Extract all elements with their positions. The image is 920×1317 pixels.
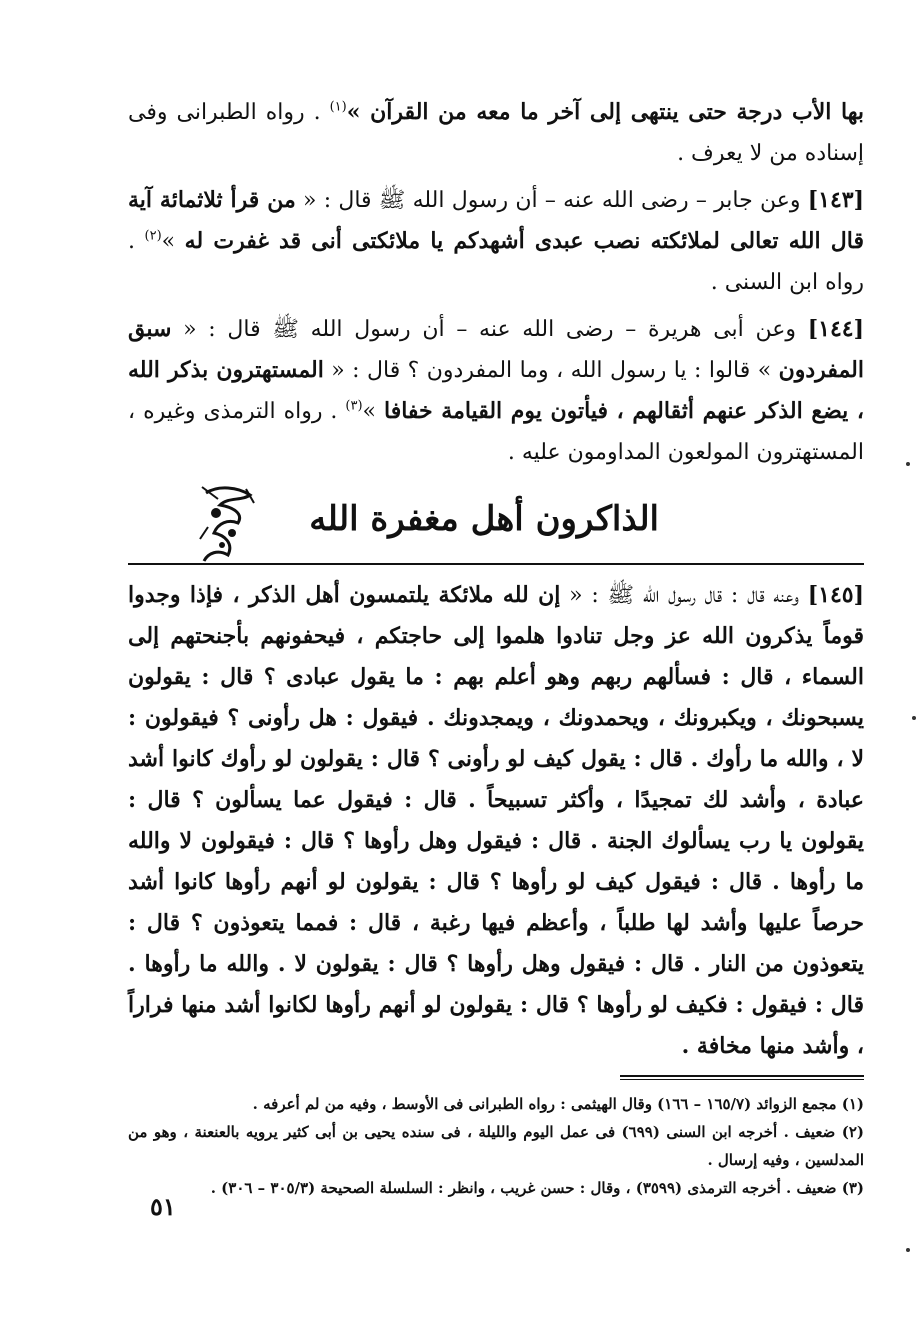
footnote-ref: (١) [329,99,347,115]
hadith-text: المستهترون بذكر الله ، يضع الذكر عنهم أثقالهم ، فيأتون يوم القيامة خفافا [128,357,864,424]
footnote-3: (٣) ضعيف . أخرجه الترمذى (٣٥٩٩) ، وقال : حسن غريب ، وانظر : السلسلة الصحيحة (٣٠٥/٣ – ٣٠٦) . [210,1179,864,1197]
narration-text: وعن جابر – رضى الله عنه – أن رسول الله ﷺ قال : « [303,188,801,213]
hadith-143 [128,180,864,303]
hadith-144 [128,309,864,473]
scan-speck [906,462,910,466]
narration-text: . رواه الطبرانى وفى إسناده من لا يعرف . [128,100,864,166]
heading-title: الذاكرون أهل مغفرة الله [309,499,659,539]
section-heading [128,477,864,569]
hadith-number: [١٤٣] [807,187,864,213]
ornament-icon [198,483,258,563]
hadith-number: [١٤٤] [807,316,864,342]
page-body [128,92,864,1202]
footnote-2: (٢) ضعيف . أخرجه ابن السنى (٦٩٩) فى عمل اليوم والليلة ، فى سنده يحيى بن أبى كثير يرويه بالعنعنة ، وهو من المدلسين ، وفيه إرسال . [128,1123,865,1169]
hadith-text: من قرأ ثلاثمائة آية قال الله تعالى لملائكته نصب عبدى أشهدكم يا ملائكتى أنى قد غفرت له [128,187,864,254]
hadith-145 [128,575,864,1067]
footnote-ref: (٢) [144,228,162,244]
hadith-text: إن لله ملائكة يلتمسون أهل الذكر ، فإذا وجدوا قوماً يذكرون الله عز وجل تنادوا هلموا إلى حاجتكم ، فيحفونهم بأجنحتهم إلى السماء ، قال : فسألهم ربهم وهو أعلم بهم : ما يقول عبادى ؟ قال : يقولون يسبحونك ، ويكبرونك ، ويحمدونك ، ويمجدونك . فيقول : هل رأونى ؟ فيقولون : لا ، والله ما رأوك . قال : يقول كيف لو رأونى ؟ قال : يقولون لو رأوك كانوا أشد عبادة ، وأشد لك تمجيدًا ، وأكثر تسبيحاً . قال : فيقول عما يسألون ؟ قال : يقولون يا رب يسألوك الجنة . قال : فيقول وهل رأوها ؟ قال : فيقولون لا والله ما رأوها . قال : فيقول كيف لو رأوها ؟ قال : يقولون لو أنهم رأوها كانوا أشد حرصاً عليها وأشد لها طلباً ، وأعظم فيها رغبة ، قال : فمما يتعوذون ؟ قال : يتعوذون من النار . قال : فيقول وهل رأوها ؟ قال : يقولون لا . والله ما رأوها . قال : فيقول : فكيف لو رأوها ؟ قال : يقولون لو أنهم رأوها لكانوا أشد منها فراراً ، وأشد منها مخافة . [128,582,864,1059]
quote-close: » [362,399,377,424]
narration-text: . رواه ابن السنى . [128,229,864,295]
narration-text: وعنه قال : قال رسول الله ﷺ : « [569,583,799,608]
narration-text: . رواه الترمذى وغيره ، المستهترون المولعون المداومون عليه . [128,399,864,465]
hadith-number: [١٤٥] [807,582,865,608]
footnote-separator [620,1075,864,1080]
page-number: ٥١ [150,1192,176,1221]
heading-rule [128,563,864,565]
paragraph-continuation [128,92,864,174]
scan-speck [906,1248,910,1252]
narration-text: وعن أبى هريرة – رضى الله عنه – أن رسول الله ﷺ قال : « [183,317,796,342]
hadith-text: سبق المفردون [128,316,864,383]
scan-speck [912,716,916,720]
footnote-1: (١) مجمع الزوائد (١٦٥/٧ – ١٦٦) وقال الهيثمى : رواه الطبرانى فى الأوسط ، وفيه من لم أعرفه . [252,1095,864,1113]
quote-close: » [161,229,176,254]
narration-text: » قالوا : يا رسول الله ، وما المفردون ؟ قال : « [331,358,772,383]
hadith-text: بها الأب درجة حتى ينتهى إلى آخر ما معه من القرآن » [346,99,864,125]
footnote-ref: (٣) [345,398,363,414]
